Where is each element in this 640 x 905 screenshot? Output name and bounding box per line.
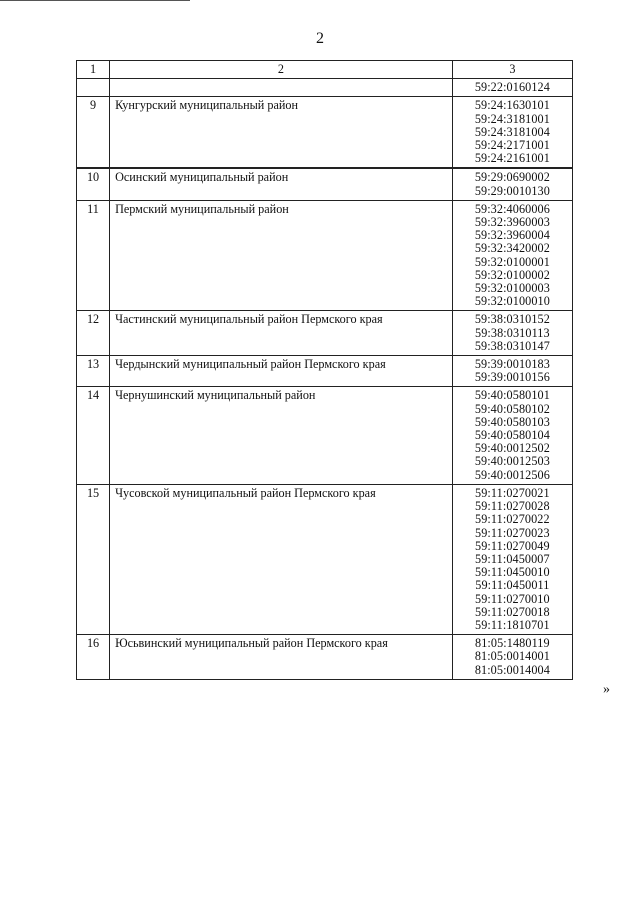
closing-quote-mark: »	[603, 682, 610, 697]
cadastral-code: 59:11:0270018	[475, 604, 550, 619]
district-name-cell	[110, 79, 453, 97]
cadastral-code: 59:38:0310113	[475, 325, 550, 340]
cadastral-code: 59:40:0012506	[474, 467, 550, 482]
cadastral-code: 59:24:3181004	[474, 124, 550, 139]
cadastral-code: 59:24:3181001	[474, 111, 550, 126]
table-row	[77, 635, 573, 680]
cadastral-code: 59:40:0012502	[474, 441, 550, 456]
table-row	[77, 311, 573, 356]
cadastral-code: 59:38:0310152	[474, 312, 550, 327]
cadastral-code: 59:24:2171001	[474, 138, 550, 153]
cadastral-code: 59:11:0270022	[475, 512, 550, 527]
cadastral-code: 59:32:0100002	[474, 267, 550, 282]
row-number-cell: 9	[77, 97, 110, 169]
row-number-cell: 15	[77, 484, 110, 634]
row-number-cell: 12	[77, 311, 110, 356]
row-number-cell: 14	[77, 387, 110, 484]
district-name-cell: Чернушинский муниципальный район	[110, 387, 453, 484]
row-number-cell: 16	[77, 635, 110, 680]
cadastral-code: 59:32:3420002	[474, 241, 550, 256]
cadastral-code: 59:32:4060006	[474, 201, 550, 216]
cadastral-codes-cell	[452, 356, 572, 387]
cadastral-codes-cell	[452, 79, 572, 97]
cadastral-code: 59:11:0270049	[475, 538, 550, 553]
cadastral-code: 59:11:0270010	[475, 591, 550, 606]
district-name-cell: Осинский муниципальный район	[110, 168, 453, 200]
cadastral-code: 59:40:0580103	[474, 414, 550, 429]
cadastral-codes-cell	[452, 97, 572, 169]
table-row	[77, 168, 573, 200]
district-name-cell: Чусовской муниципальный район Пермского края	[110, 484, 453, 634]
column-header-2: 2	[110, 61, 453, 79]
column-header-1: 1	[77, 61, 110, 79]
district-name-cell: Пермский муниципальный район	[110, 200, 453, 311]
district-name-cell: Чердынский муниципальный район Пермского края	[110, 356, 453, 387]
table-row	[77, 356, 573, 387]
cadastral-code: 59:38:0310147	[474, 338, 550, 353]
cadastral-code: 59:40:0580101	[474, 388, 550, 403]
continued-row	[77, 79, 573, 97]
cadastral-codes-cell	[452, 635, 572, 680]
cadastral-code: 59:24:1630101	[474, 98, 550, 113]
cadastral-codes-cell	[452, 311, 572, 356]
district-name-cell: Частинский муниципальный район Пермского края	[110, 311, 453, 356]
cadastral-code: 59:11:0450007	[475, 551, 550, 566]
table-row	[77, 200, 573, 311]
cadastral-code: 59:11:0270028	[475, 499, 550, 514]
cadastral-code: 81:05:1480119	[475, 636, 550, 651]
table-header-row	[77, 61, 573, 79]
cadastral-code: 59:40:0580102	[474, 401, 550, 416]
page-number: 2	[316, 30, 324, 47]
cadastral-code: 59:29:0690002	[474, 170, 550, 185]
cadastral-code: 59:32:0100010	[474, 294, 550, 309]
cadastral-code: 59:32:3960004	[474, 228, 550, 243]
cadastral-code: 59:11:0270021	[475, 485, 550, 500]
cadastral-code: 81:05:0014001	[474, 649, 550, 664]
land-plot-table	[76, 60, 573, 680]
district-name-cell: Кунгурский муниципальный район	[110, 97, 453, 169]
cadastral-code: 59:32:0100003	[474, 281, 550, 296]
cadastral-code: 59:11:0450011	[475, 578, 550, 593]
row-number-cell	[77, 79, 110, 97]
cadastral-code: 59:24:2161001	[474, 151, 550, 166]
column-header-3: 3	[452, 61, 572, 79]
row-number-cell: 10	[77, 168, 110, 200]
cadastral-codes-cell	[452, 484, 572, 634]
district-name-cell: Юсьвинский муниципальный район Пермского края	[110, 635, 453, 680]
cadastral-code: 59:29:0010130	[474, 183, 550, 198]
cadastral-code: 81:05:0014004	[474, 662, 550, 677]
cadastral-code: 59:11:0270023	[475, 525, 550, 540]
row-number-cell: 13	[77, 356, 110, 387]
cadastral-code: 59:11:0450010	[475, 565, 550, 580]
cadastral-codes-cell	[452, 387, 572, 484]
cadastral-code: 59:40:0580104	[474, 428, 550, 443]
cadastral-code: 59:32:3960003	[474, 215, 550, 230]
cadastral-code: 59:11:1810701	[475, 617, 550, 632]
cadastral-code: 59:39:0010156	[474, 370, 550, 385]
cadastral-code: 59:40:0012503	[474, 454, 550, 469]
cadastral-codes-cell	[452, 168, 572, 200]
table-row	[77, 387, 573, 484]
cadastral-code: 59:32:0100001	[474, 254, 550, 269]
cadastral-code: 59:22:0160124	[474, 80, 550, 95]
scan-edge-line	[0, 0, 190, 1]
row-number-cell: 11	[77, 200, 110, 311]
cadastral-codes-cell	[452, 200, 572, 311]
table-row	[77, 484, 573, 634]
table-row	[77, 97, 573, 169]
cadastral-code: 59:39:0010183	[474, 357, 550, 372]
